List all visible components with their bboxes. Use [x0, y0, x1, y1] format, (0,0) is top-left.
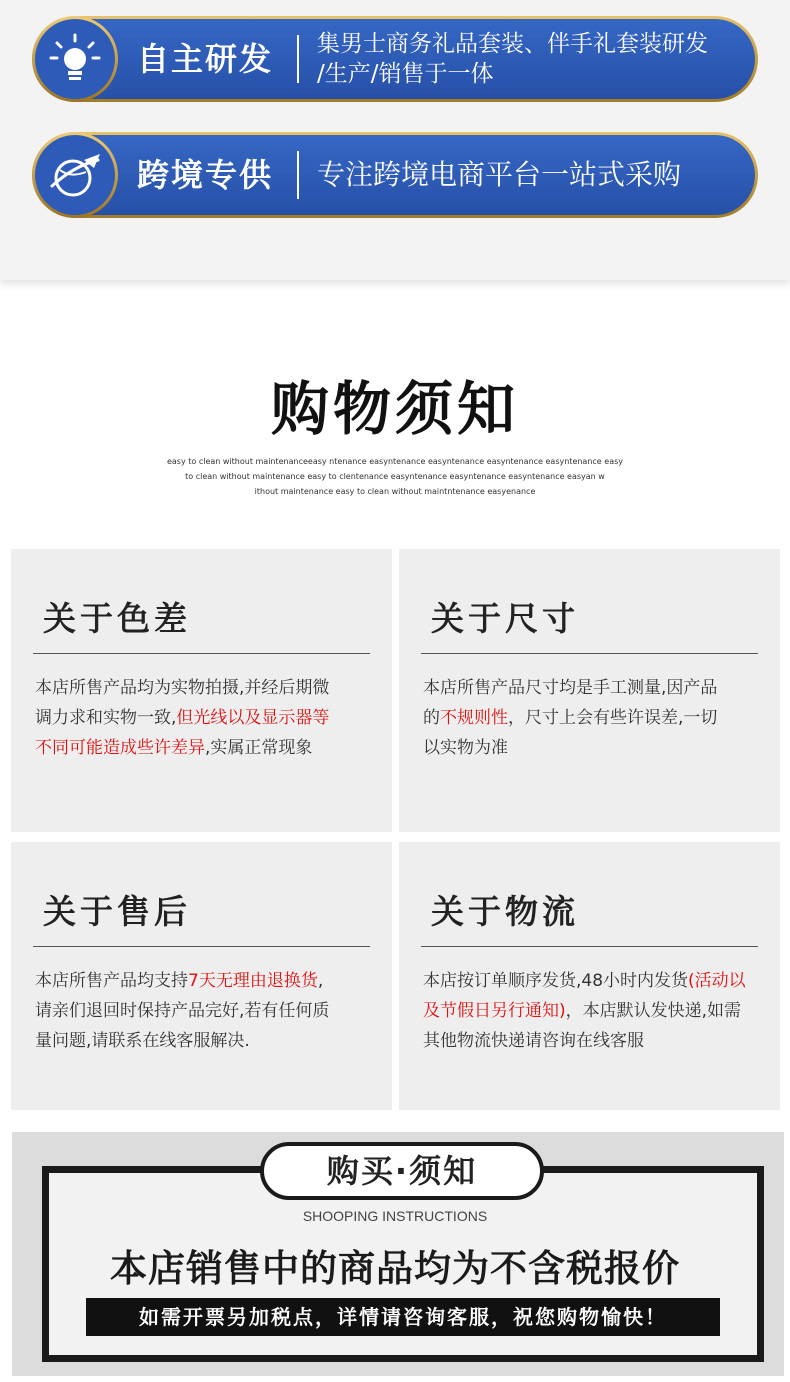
highlighted-text: (活动以 [688, 971, 746, 991]
feature-description-line: 专注跨境电商平台一站式采购 [317, 158, 682, 191]
body-text: 请亲们退回时保持产品完好,若有任何质 [35, 1001, 330, 1021]
body-text: 的 [423, 708, 440, 728]
highlighted-text: 7天无理由退换货 [188, 971, 318, 991]
feature-icon-badge [32, 16, 118, 102]
highlighted-text: 不规则性 [440, 708, 508, 728]
card-body-line [423, 673, 762, 703]
feature-icon-badge [32, 132, 118, 218]
card-body-line [35, 996, 374, 1026]
highlighted-text: 但光线以及显示器等 [176, 708, 330, 728]
feature-description-line: 集男士商务礼品套装、伴手礼套装研发 [317, 31, 708, 57]
body-text: ，本店默认发快递,如需 [565, 1001, 742, 1021]
card-logistics [399, 842, 780, 1110]
highlighted-text: 及节假日另行通知) [423, 1001, 566, 1021]
card-after-sales [11, 842, 392, 1110]
card-body [35, 966, 374, 1056]
body-text: ，尺寸上会有些许误差,一切 [508, 708, 718, 728]
feature-description [317, 135, 735, 215]
feature-description [317, 29, 735, 89]
body-text: , [317, 971, 324, 991]
card-body-line [35, 673, 374, 703]
feature-title: 自主研发 [137, 40, 274, 78]
card-divider [33, 946, 370, 947]
card-body-line [35, 966, 374, 996]
card-body-line [423, 733, 762, 763]
card-body [423, 966, 762, 1056]
body-text: 以实物为准 [423, 738, 508, 758]
card-title: 关于色差 [43, 599, 191, 638]
card-body-line [423, 1026, 762, 1056]
card-body [35, 673, 374, 763]
highlighted-text: 不同可能造成些许差异 [35, 738, 205, 758]
card-divider [421, 946, 758, 947]
card-color-difference [11, 549, 392, 832]
card-title: 关于售后 [43, 892, 191, 931]
section-title: 购物须知 [270, 375, 519, 443]
feature-description-line: /生产/销售于一体 [317, 61, 494, 87]
globe-plane-icon [46, 148, 104, 202]
feature-divider [297, 151, 299, 199]
feature-pill-crossborder [32, 132, 758, 218]
lightbulb-icon [48, 32, 102, 86]
english-line: easy to clean without maintenanceeasy ntenance easyntenance easyntenance easyntenance easyntenance easy [166, 457, 623, 466]
body-text: 本店所售产品均为实物拍摄,并经后期微 [35, 678, 330, 698]
feature-banner-area [0, 0, 790, 280]
purchase-notice-main-text: 本店销售中的商品均为不含税报价 [110, 1247, 680, 1290]
section-english-decoration [160, 454, 630, 499]
body-text: 本店所售产品均支持 [35, 971, 188, 991]
feature-divider [297, 35, 299, 83]
card-body [423, 673, 762, 763]
body-text: 量问题,请联系在线客服解决. [35, 1031, 250, 1051]
card-title: 关于尺寸 [431, 599, 579, 638]
card-body-line [35, 703, 374, 733]
card-divider [33, 653, 370, 654]
purchase-notice-subtitle: SHOOPING INSTRUCTIONS [302, 1208, 488, 1224]
card-body-line [423, 996, 762, 1026]
purchase-notice-bar: 如需开票另加税点，详情请咨询客服，祝您购物愉快！ [86, 1298, 720, 1336]
body-text: ,实属正常现象 [205, 738, 313, 758]
english-line: to clean without maintenance easy to clentenance easyntenance easyntenance easyntenance easyan w [185, 472, 605, 481]
body-text: 本店按订单顺序发货,48小时内发货 [423, 971, 689, 991]
body-text: 调力求和实物一致, [35, 708, 177, 728]
body-text: 本店所售产品尺寸均是手工测量,因产品 [423, 678, 718, 698]
card-body-line [423, 966, 762, 996]
card-body-line [35, 1026, 374, 1056]
purchase-notice-title: 购买·须知 [260, 1142, 544, 1200]
card-divider [421, 653, 758, 654]
feature-pill-rnd [32, 16, 758, 102]
card-title: 关于物流 [431, 892, 579, 931]
card-size [399, 549, 780, 832]
feature-title: 跨境专供 [137, 156, 274, 194]
english-line: ithout maintenance easy to clean without maintntenance easyenance [254, 487, 536, 496]
card-body-line [35, 733, 374, 763]
card-body-line [423, 703, 762, 733]
body-text: 其他物流快递请咨询在线客服 [423, 1031, 644, 1051]
